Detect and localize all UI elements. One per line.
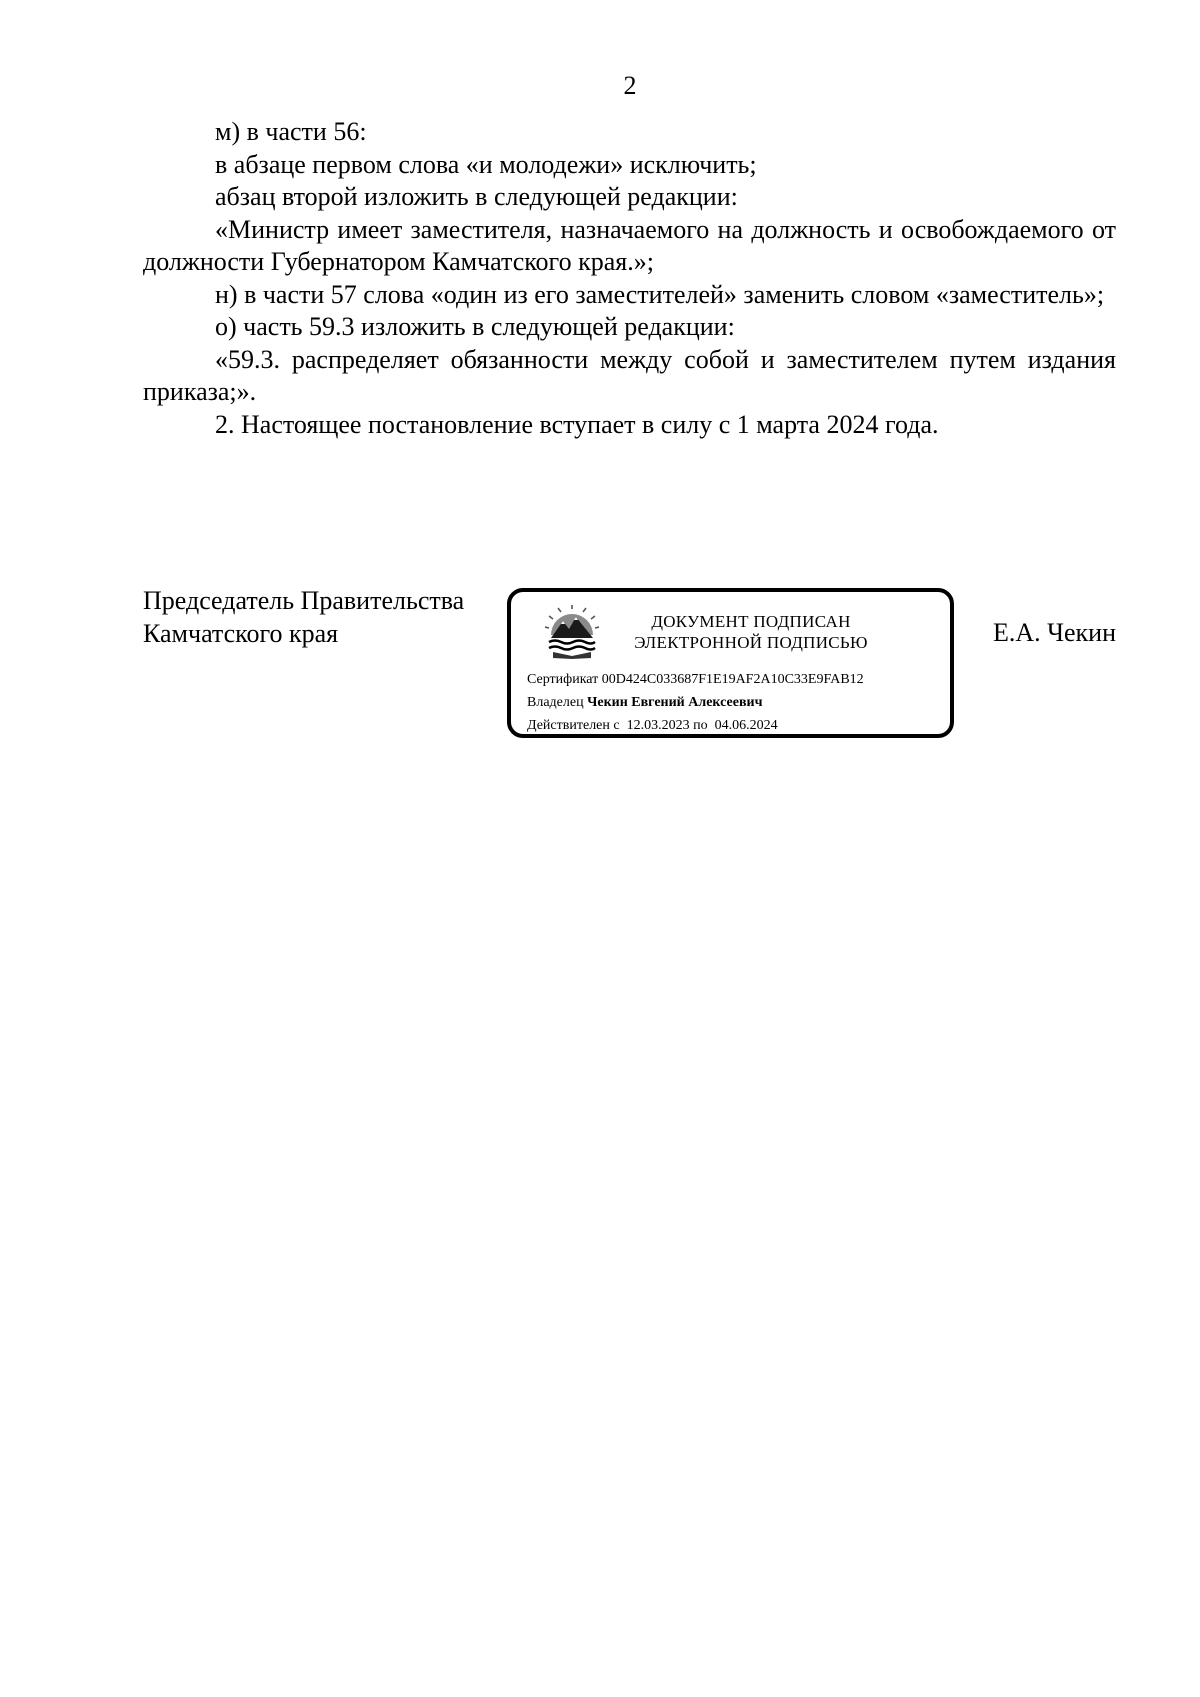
owner-label: Владелец (527, 695, 584, 710)
paragraph: 2. Настоящее постановление вступает в силу с 1 марта 2024 года. (215, 409, 939, 439)
stamp-heading-line: ДОКУМЕНТ ПОДПИСАН (651, 612, 851, 631)
paragraph: о) часть 59.3 изложить в следующей редакции: (215, 312, 735, 341)
signer-position (143, 585, 464, 650)
electronic-signature-stamp (507, 588, 954, 738)
document-body (143, 116, 1116, 441)
paragraph: в абзаце первом слова «и молодежи» исключить; (215, 149, 757, 179)
stamp-certificate (527, 671, 864, 689)
paragraph: абзац второй изложить в следующей редакции: (215, 182, 738, 211)
paragraph: м) в части 56: (215, 117, 367, 146)
certificate-label: Сертификат (527, 672, 599, 687)
stamp-validity (527, 717, 778, 735)
stamp-owner (527, 694, 762, 712)
stamp-heading (611, 611, 891, 653)
valid-label: Действителен с (527, 718, 620, 733)
signer-position-line: Камчатского края (143, 618, 339, 648)
paragraph: «59.3. распределяет обязанности между собой и заместителем путем издания приказа;». (143, 344, 1116, 406)
valid-to: 04.06.2024 (714, 718, 778, 733)
page-number: 2 (623, 71, 637, 100)
paragraph: «Министр имеет заместителя, назначаемого на должность и освобождаемого от должности Губернатором Камчатского края.»; (143, 214, 1116, 276)
owner-value: Чекин Евгений Алексеевич (587, 695, 763, 710)
kamchatka-coat-of-arms-icon (545, 605, 599, 659)
valid-from: 12.03.2023 (626, 718, 690, 733)
signer-position-line: Председатель Правительства (143, 586, 465, 615)
stamp-heading-line: ЭЛЕКТРОННОЙ ПОДПИСЬЮ (634, 633, 868, 652)
signer-name: Е.А. Чекин (992, 618, 1116, 647)
certificate-value: 00D424C033687F1E19AF2A10C33E9FAB12 (601, 672, 864, 687)
paragraph: н) в части 57 слова «один из его заместителей» заменить словом «заместитель»; (215, 279, 1105, 309)
valid-to-label: по (693, 718, 708, 733)
signature-block (143, 585, 1116, 755)
